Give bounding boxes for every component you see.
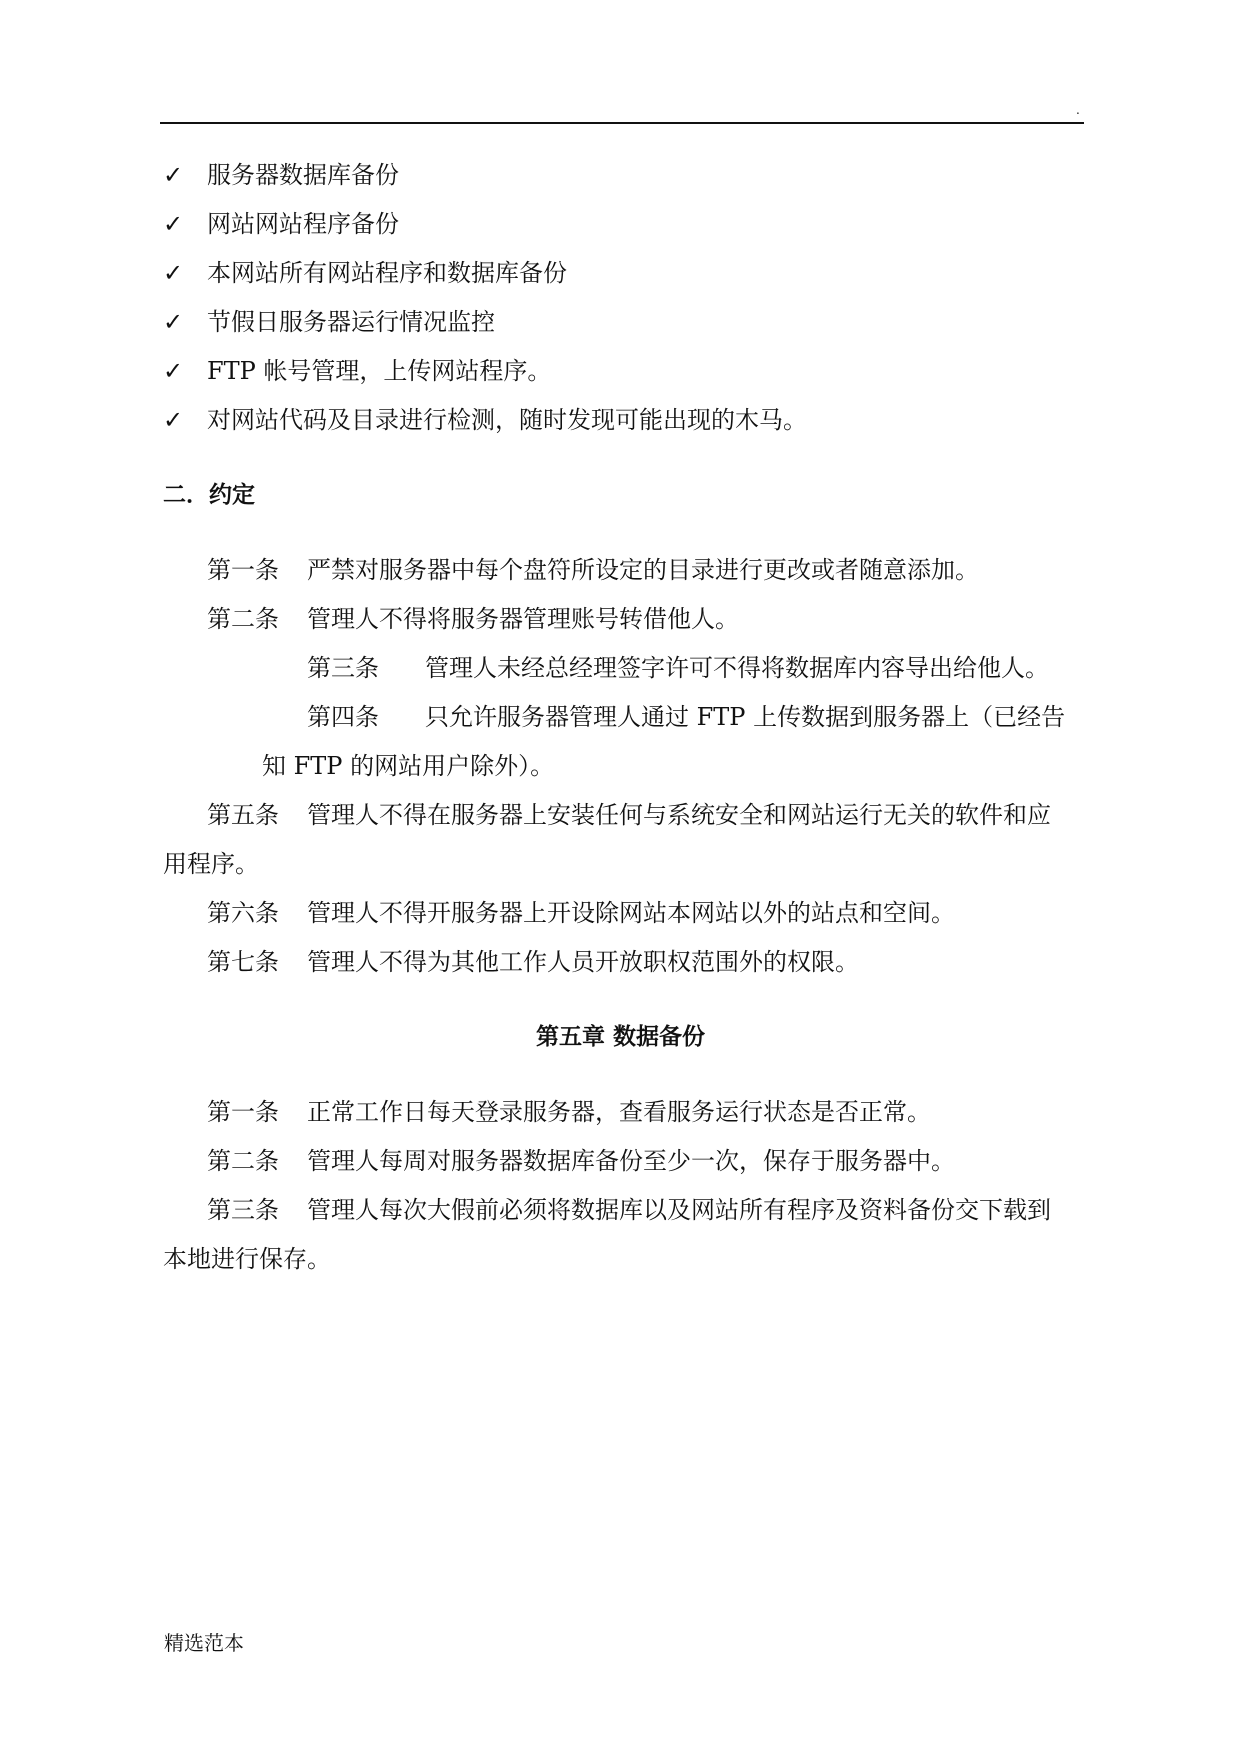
article-text: 管理人不得为其他工作人员开放职权范围外的权限。 — [307, 948, 859, 976]
article-number: 第一条 — [207, 1098, 279, 1126]
check-icon: ✓ — [163, 406, 184, 434]
check-icon: ✓ — [163, 259, 184, 287]
checklist-item: 本网站所有网站程序和数据库备份 — [207, 259, 567, 287]
article-number: 第七条 — [207, 948, 279, 976]
article-number: 第二条 — [207, 605, 279, 633]
article-text: 管理人不得在服务器上安装任何与系统安全和网站运行无关的软件和应 — [307, 801, 1051, 829]
article-text: 管理人每次大假前必须将数据库以及网站所有程序及资料备份交下载到 — [307, 1196, 1051, 1224]
check-icon: ✓ — [163, 308, 184, 336]
article-text: 严禁对服务器中每个盘符所设定的目录进行更改或者随意添加。 — [307, 556, 979, 584]
checklist-item: 节假日服务器运行情况监控 — [207, 308, 495, 336]
article-number: 第二条 — [207, 1147, 279, 1175]
article-text: 管理人不得将服务器管理账号转借他人。 — [307, 605, 739, 633]
section-heading: 二．约定 — [163, 482, 255, 508]
footer-text: 精选范本 — [164, 1631, 244, 1655]
article-text: 管理人不得开服务器上开设除网站本网站以外的站点和空间。 — [307, 899, 955, 927]
article-continuation: 知 FTP 的网站用户除外）。 — [262, 752, 555, 780]
checklist-item: 网站网站程序备份 — [207, 210, 399, 238]
chapter-title: 第五章 数据备份 — [535, 1024, 705, 1050]
article-number: 第三条 — [207, 1196, 279, 1224]
article-number: 第五条 — [207, 801, 279, 829]
article-number: 第三条 — [307, 654, 379, 682]
article-number: 第四条 — [307, 703, 379, 731]
checklist-item: 服务器数据库备份 — [207, 161, 399, 189]
article-text: 正常工作日每天登录服务器，查看服务运行状态是否正常。 — [307, 1098, 931, 1126]
article-continuation: 用程序。 — [163, 850, 259, 878]
checklist-item: FTP 帐号管理，上传网站程序。 — [207, 357, 552, 385]
article-text: 管理人每周对服务器数据库备份至少一次，保存于服务器中。 — [307, 1147, 955, 1175]
article-text: 管理人未经总经理签字许可不得将数据库内容导出给他人。 — [425, 654, 1049, 682]
header-mark: . — [1076, 103, 1080, 117]
header-rule — [160, 122, 1084, 124]
check-icon: ✓ — [163, 210, 184, 238]
checklist-item: 对网站代码及目录进行检测，随时发现可能出现的木马。 — [207, 406, 807, 434]
article-number: 第六条 — [207, 899, 279, 927]
article-continuation: 本地进行保存。 — [163, 1245, 331, 1273]
check-icon: ✓ — [163, 161, 184, 189]
article-number: 第一条 — [207, 556, 279, 584]
check-icon: ✓ — [163, 357, 184, 385]
article-text: 只允许服务器管理人通过 FTP 上传数据到服务器上（已经告 — [425, 703, 1066, 731]
